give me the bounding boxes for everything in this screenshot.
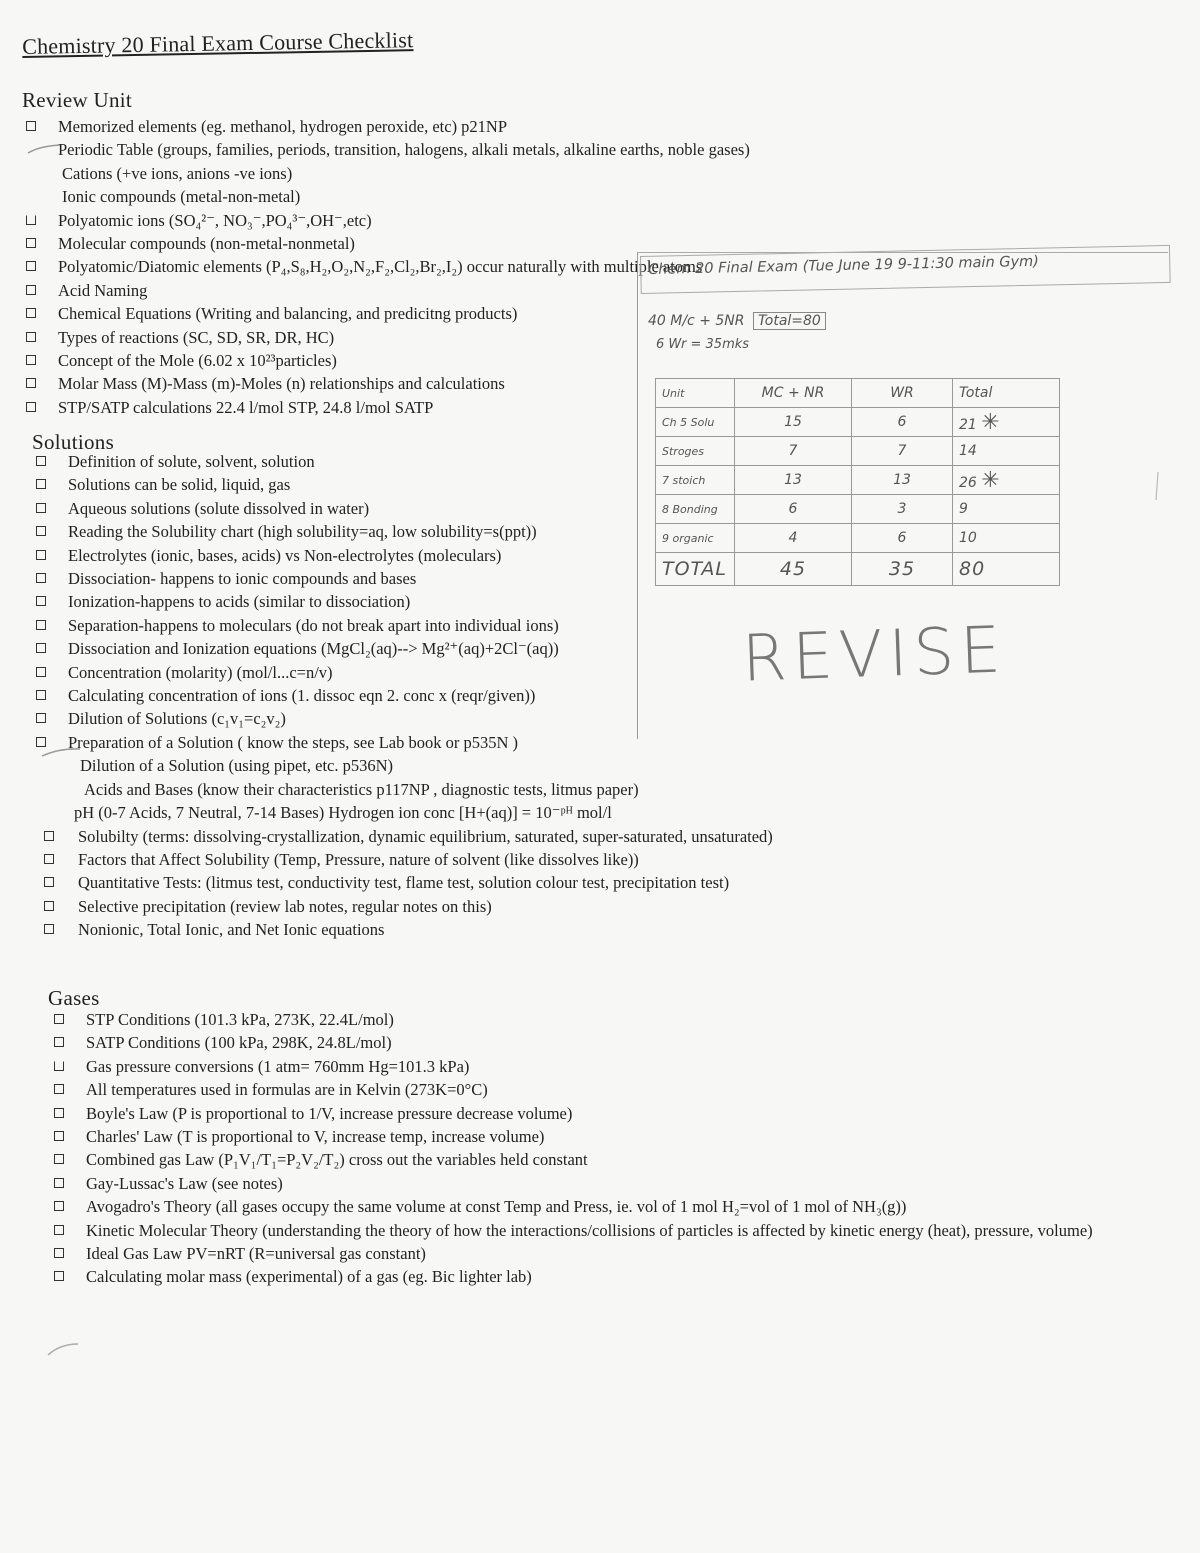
section-heading-gases: Gases (48, 986, 100, 1010)
wr-total: 35 (852, 553, 953, 586)
mc-nr-cell: 4 (735, 524, 852, 553)
checklist-item: Preparation of a Solution ( know the steps, see Lab book or p535N ) (34, 731, 934, 754)
checklist-item: Molar Mass (M)-Mass (m)-Moles (n) relationships and calculations (24, 372, 924, 395)
checklist-item: Types of reactions (SC, SD, SR, DR, HC) (24, 326, 924, 349)
checkbox-icon[interactable] (26, 121, 36, 131)
checklist-item: Calculating concentration of ions (1. dissoc eqn 2. conc x (reqr/given)) (34, 684, 934, 707)
checklist-item: Concept of the Mole (6.02 x 10²³particles) (24, 349, 924, 372)
checklist-item: Separation-happens to moleculars (do not break apart into individual ions) (34, 614, 934, 637)
checkbox-icon[interactable] (36, 737, 46, 747)
checklist-item: Avogadro's Theory (all gases occupy the same volume at const Temp and Press, ie. vol of 1 mol H₂=vol of 1 mol of NH₃(g)) (52, 1195, 1152, 1218)
checklist-item: Reading the Solubility chart (high solubility=aq, low solubility=s(ppt)) (34, 520, 934, 543)
checklist-item: STP Conditions (101.3 kPa, 273K, 22.4L/mol) (52, 1008, 1152, 1031)
checkbox-icon[interactable] (36, 479, 46, 489)
checklist-item: Ideal Gas Law PV=nRT (R=universal gas constant) (52, 1242, 1152, 1265)
checkbox-icon[interactable] (54, 1201, 64, 1211)
checkbox-icon[interactable] (26, 261, 36, 271)
checklist-item: Combined gas Law (P₁V₁/T₁=P₂V₂/T₂) cross out the variables held constant (52, 1148, 1152, 1171)
total-value: 21 (959, 416, 977, 433)
checkbox-icon[interactable] (26, 332, 36, 342)
checklist-item: Selective precipitation (review lab notes, regular notes on this) (34, 895, 934, 918)
checkbox-icon[interactable] (26, 285, 36, 295)
checklist-item: Chemical Equations (Writing and balancing, and predicitng products) (24, 302, 924, 325)
checklist-item: Solutions can be solid, liquid, gas (34, 473, 934, 496)
checkbox-icon[interactable] (36, 573, 46, 583)
checklist-item: Memorized elements (eg. methanol, hydrogen peroxide, etc) p21NP (24, 115, 924, 138)
table-row (656, 466, 1060, 495)
table-header-row (656, 379, 1060, 408)
mc-nr-cell: 15 (735, 408, 852, 437)
total-cell (953, 408, 1060, 437)
checklist-item: Factors that Affect Solubility (Temp, Pressure, nature of solvent (like dissolves like)) (34, 848, 934, 871)
checkbox-icon[interactable] (44, 924, 54, 934)
checklist-item: SATP Conditions (100 kPa, 298K, 24.8L/mol) (52, 1031, 1152, 1054)
exam-breakdown-table (655, 378, 1060, 586)
checkbox-icon[interactable] (26, 215, 36, 225)
total-value: 14 (959, 443, 977, 459)
checklist-item: Quantitative Tests: (litmus test, conductivity test, flame test, solution colour test, precipitation test) (34, 871, 934, 894)
checkbox-icon[interactable] (54, 1061, 64, 1071)
checkbox-icon[interactable] (26, 308, 36, 318)
total-value: 10 (959, 530, 977, 546)
pen-stroke-decoration (48, 1344, 78, 1355)
checklist-item: Definition of solute, solvent, solution (34, 450, 934, 473)
checklist-item: pH (0-7 Acids, 7 Neutral, 7-14 Bases) Hydrogen ion conc [H+(aq)] = 10⁻ᵖᴴ mol/l (74, 803, 612, 823)
asterisk-icon: ✳ (981, 409, 1000, 435)
checkbox-icon[interactable] (36, 667, 46, 677)
checkbox-icon[interactable] (54, 1178, 64, 1188)
table-total-row (656, 553, 1060, 586)
checkbox-icon[interactable] (44, 831, 54, 841)
checklist-item: Acids and Bases (know their characteristics p117NP , diagnostic tests, litmus paper) (84, 779, 639, 799)
checklist-item: Acid Naming (24, 279, 924, 302)
checklist-item: Molecular compounds (non-metal-nonmetal) (24, 232, 924, 255)
table-row (656, 408, 1060, 437)
document-title: Chemistry 20 Final Exam Course Checklist (22, 27, 414, 59)
checklist-item: Dissociation- happens to ionic compounds and bases (34, 567, 934, 590)
checklist-item: Ionization-happens to acids (similar to dissociation) (34, 590, 934, 613)
checkbox-icon[interactable] (36, 713, 46, 723)
checklist-item: Solubilty (terms: dissolving-crystallization, dynamic equilibrium, saturated, super-saturated, unsaturated) (34, 825, 934, 848)
checklist-item: Electrolytes (ionic, bases, acids) vs Non-electrolytes (moleculars) (34, 544, 934, 567)
checkbox-icon[interactable] (26, 402, 36, 412)
checklist-item: Gas pressure conversions (1 atm= 760mm Hg=101.3 kPa) (52, 1055, 1152, 1078)
checkbox-icon[interactable] (36, 620, 46, 630)
exam-format-mc (648, 312, 826, 330)
checklist-item: Dissociation and Ionization equations (MgCl₂(aq)--> Mg²⁺(aq)+2Cl⁻(aq)) (34, 637, 934, 660)
checkbox-icon[interactable] (44, 877, 54, 887)
checklist-item: Nonionic, Total Ionic, and Net Ionic equations (34, 918, 934, 941)
checklist-item: All temperatures used in formulas are in Kelvin (273K=0°C) (52, 1078, 1152, 1101)
checklist-item: STP/SATP calculations 22.4 l/mol STP, 24.8 l/mol SATP (24, 396, 924, 419)
checkbox-icon[interactable] (54, 1271, 64, 1281)
wr-cell: 7 (852, 437, 953, 466)
exam-header: Chem 20 Final Exam (Tue June 19 9-11:30 main Gym) (648, 253, 1040, 278)
checkbox-icon[interactable] (54, 1037, 64, 1047)
checkbox-icon[interactable] (36, 456, 46, 466)
wr-cell: 3 (852, 495, 953, 524)
revise-stamp: REVISE (740, 613, 1008, 697)
checklist-item: Dilution of Solutions (c₁v₁=c₂v₂) (34, 707, 934, 730)
checkbox-icon[interactable] (36, 526, 46, 536)
checkbox-icon[interactable] (44, 901, 54, 911)
exam-format-mc-text: 40 M/c + 5NR (648, 313, 745, 329)
checklist-item: Aqueous solutions (solute dissolved in water) (34, 497, 934, 520)
column-header: WR (852, 379, 953, 408)
checklist-item: Ionic compounds (metal-non-metal) (62, 187, 301, 207)
checkbox-icon[interactable] (54, 1225, 64, 1235)
unit-cell: Ch 5 Solu (656, 408, 735, 437)
wr-cell: 13 (852, 466, 953, 495)
checkbox-icon[interactable] (54, 1108, 64, 1118)
checkbox-icon[interactable] (26, 378, 36, 388)
asterisk-icon: ✳ (981, 467, 1000, 493)
checkbox-icon[interactable] (54, 1084, 64, 1094)
checkbox-icon[interactable] (54, 1014, 64, 1024)
table-row (656, 437, 1060, 466)
checklist-item: Periodic Table (groups, families, periods, transition, halogens, alkali metals, alkaline earths, noble gases) (58, 140, 750, 160)
checkbox-icon[interactable] (54, 1131, 64, 1141)
mc-nr-total: 45 (735, 553, 852, 586)
unit-cell: 9 organic (656, 524, 735, 553)
checkbox-icon[interactable] (36, 503, 46, 513)
checkbox-icon[interactable] (26, 238, 36, 248)
total-cell (953, 466, 1060, 495)
mc-nr-cell: 13 (735, 466, 852, 495)
checklist-item: Dilution of a Solution (using pipet, etc. p536N) (80, 756, 394, 776)
table-row (656, 524, 1060, 553)
wr-cell: 6 (852, 408, 953, 437)
checklist-item: Polyatomic ions (SO₄²⁻, NO₃⁻,PO₄³⁻,OH⁻,etc) (24, 209, 924, 232)
checklist-item: Concentration (molarity) (mol/l...c=n/v) (34, 661, 934, 684)
checkbox-icon[interactable] (36, 643, 46, 653)
grand-total: 80 (953, 553, 1060, 586)
checklist-item: Kinetic Molecular Theory (understanding the theory of how the interactions/collisions of particles is affected by kinetic energy (heat), pressure, volume) (52, 1219, 1152, 1242)
checklist-item: Charles' Law (T is proportional to V, increase temp, increase volume) (52, 1125, 1152, 1148)
total-cell (953, 524, 1060, 553)
section-heading-review: Review Unit (22, 88, 133, 112)
checklist-item: Cations (+ve ions, anions -ve ions) (62, 163, 293, 183)
checkbox-icon[interactable] (36, 550, 46, 560)
checkbox-icon[interactable] (54, 1154, 64, 1164)
column-header: Unit (656, 379, 735, 408)
checklist-item: Polyatomic/Diatomic elements (P₄,S₈,H₂,O₂,N₂,F₂,Cl₂,Br₂,I₂) occur naturally with multiple atoms (24, 255, 924, 278)
checklist-item: Gay-Lussac's Law (see notes) (52, 1172, 1152, 1195)
checkbox-icon[interactable] (36, 690, 46, 700)
checkbox-icon[interactable] (54, 1248, 64, 1258)
column-header: MC + NR (735, 379, 852, 408)
checkbox-icon[interactable] (36, 596, 46, 606)
wr-cell: 6 (852, 524, 953, 553)
unit-cell: 8 Bonding (656, 495, 735, 524)
checkbox-icon[interactable] (26, 355, 36, 365)
total-value: 9 (959, 501, 968, 517)
section-heading-solutions: Solutions (32, 430, 115, 454)
mc-nr-cell: 7 (735, 437, 852, 466)
table-row (656, 495, 1060, 524)
unit-cell: Stroges (656, 437, 735, 466)
exam-format-total: Total=80 (753, 312, 826, 330)
exam-format-wr: 6 Wr = 35mks (656, 337, 750, 352)
total-cell (953, 495, 1060, 524)
column-header: Total (953, 379, 1060, 408)
checklist-item: Boyle's Law (P is proportional to 1/V, increase pressure decrease volume) (52, 1102, 1152, 1125)
total-value: 26 (959, 474, 977, 491)
total-label: TOTAL (656, 553, 735, 586)
mc-nr-cell: 6 (735, 495, 852, 524)
checklist-item: Calculating molar mass (experimental) of a gas (eg. Bic lighter lab) (52, 1265, 1152, 1288)
unit-cell: 7 stoich (656, 466, 735, 495)
gases-checklist (52, 1008, 1152, 1289)
checkbox-icon[interactable] (44, 854, 54, 864)
total-cell (953, 437, 1060, 466)
